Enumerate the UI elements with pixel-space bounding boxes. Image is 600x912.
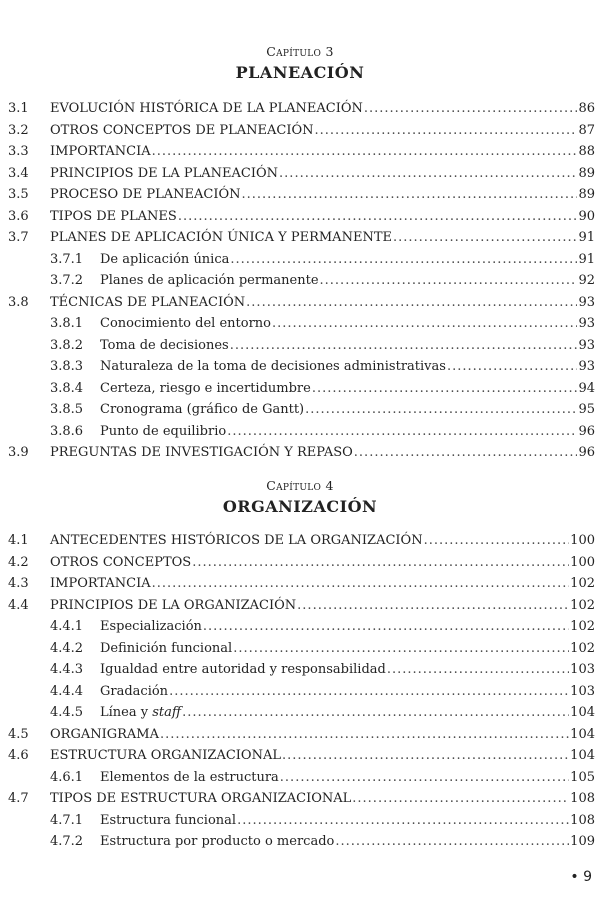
entry-page: 104 <box>570 748 595 763</box>
entry-page: 108 <box>570 812 595 828</box>
entry-number: 3.7.1 <box>50 251 84 267</box>
entry-title: PLANES DE APLICACIÓN ÚNICA Y PERMANENTE <box>50 230 392 245</box>
entry-number: 3.8.4 <box>50 380 84 396</box>
entry-number: 3.8 <box>8 294 29 310</box>
chapter-label: Capítulo 4 <box>266 478 334 493</box>
entry-number: 3.8.2 <box>50 337 84 353</box>
entry-number: 4.6.1 <box>50 769 84 785</box>
entry-number: 3.6 <box>8 208 29 224</box>
dot-leader <box>352 788 569 810</box>
toc-entry[interactable] <box>0 681 600 703</box>
entry-number: 3.4 <box>8 165 29 181</box>
chapter-title: ORGANIZACIÓN <box>222 497 378 516</box>
entry-number: 4.3 <box>8 576 29 591</box>
dot-leader <box>305 399 577 421</box>
toc-entry[interactable] <box>0 227 600 249</box>
toc-entry[interactable] <box>0 810 600 832</box>
dot-leader <box>424 530 570 552</box>
chapter-title: PLANEACIÓN <box>235 63 365 82</box>
toc-entry[interactable] <box>0 552 600 574</box>
entry-page: 89 <box>578 165 595 181</box>
entry-number: 4.7.1 <box>50 812 84 828</box>
entry-title: TIPOS DE ESTRUCTURA ORGANIZACIONAL <box>50 791 352 806</box>
entry-number: 4.4.2 <box>50 640 84 656</box>
entry-number: 3.2 <box>8 122 29 138</box>
entry-title: TIPOS DE PLANES <box>50 208 177 224</box>
dot-leader <box>297 595 569 617</box>
entry-title: OTROS CONCEPTOS <box>50 554 192 570</box>
entry-title: Conocimiento del entorno <box>100 316 271 331</box>
entry-number: 3.3 <box>8 144 29 159</box>
page-number: • 9 <box>570 869 592 885</box>
entry-title: ANTECEDENTES HISTÓRICOS DE LA ORGANIZACIÓN <box>50 533 423 548</box>
dot-leader <box>312 378 578 400</box>
dot-leader <box>393 227 577 249</box>
dot-leader <box>279 163 577 185</box>
toc-entry[interactable] <box>0 356 600 378</box>
entry-number: 3.5 <box>8 187 29 202</box>
toc-entry[interactable] <box>0 335 600 357</box>
entry-page: 92 <box>578 273 595 288</box>
entry-number: 4.5 <box>8 726 29 742</box>
dot-leader <box>282 745 569 767</box>
entry-title: EVOLUCIÓN HISTÓRICA DE LA PLANEACIÓN <box>50 101 363 116</box>
dot-leader <box>280 767 569 789</box>
entry-page: 96 <box>578 423 595 439</box>
toc-entry[interactable] <box>0 573 600 595</box>
entry-title: Planes de aplicación permanente <box>100 273 319 288</box>
entry-number: 4.7.2 <box>50 834 84 849</box>
entry-title: PREGUNTAS DE INVESTIGACIÓN Y REPASO <box>50 445 353 460</box>
toc-entry[interactable] <box>0 270 600 292</box>
entry-title: Punto de equilibrio <box>100 423 227 439</box>
dot-leader <box>178 206 578 228</box>
entry-number: 4.4.4 <box>50 683 84 699</box>
entry-title-italic: staff <box>152 705 182 720</box>
entry-page: 102 <box>570 619 595 634</box>
entry-title: De aplicación única <box>100 251 230 267</box>
dot-leader <box>182 702 569 724</box>
toc-entry[interactable] <box>0 120 600 142</box>
entry-number: 3.1 <box>8 101 29 116</box>
entry-title: Estructura por producto o mercado <box>100 834 335 849</box>
toc-entry[interactable] <box>0 292 600 314</box>
entry-page: 90 <box>578 208 595 224</box>
dot-leader <box>354 442 578 464</box>
toc-entry[interactable] <box>0 421 600 443</box>
entry-title: ORGANIGRAMA <box>50 726 159 742</box>
entry-title: Elementos de la estructura <box>100 769 279 785</box>
dot-leader <box>320 270 578 292</box>
toc-entry[interactable] <box>0 163 600 185</box>
entry-title: Línea y staff <box>100 705 182 720</box>
entry-title: Cronograma (gráfico de Gantt) <box>100 402 305 417</box>
entry-page: 87 <box>578 122 595 138</box>
dot-leader <box>233 638 569 660</box>
toc-entry[interactable] <box>0 249 600 271</box>
toc-entry[interactable] <box>0 595 600 617</box>
dot-leader <box>152 141 578 163</box>
entry-page: 104 <box>570 705 595 720</box>
toc-entry[interactable] <box>0 378 600 400</box>
entry-number: 3.7.2 <box>50 273 84 288</box>
entry-number: 3.8.1 <box>50 316 84 331</box>
entry-title: Naturaleza de la toma de decisiones administrativas <box>100 359 446 374</box>
toc-entry[interactable] <box>0 745 600 767</box>
toc-entry[interactable] <box>0 788 600 810</box>
entry-page: 93 <box>578 294 595 310</box>
dot-leader <box>230 335 578 357</box>
entry-title: TÉCNICAS DE PLANEACIÓN <box>50 294 246 310</box>
entry-number: 3.9 <box>8 445 29 460</box>
entry-title: IMPORTANCIA <box>50 576 151 591</box>
entry-page: 108 <box>570 791 595 806</box>
entry-number: 4.4 <box>8 597 29 613</box>
entry-page: 102 <box>570 640 595 656</box>
entry-page: 102 <box>570 576 595 591</box>
toc-entry[interactable] <box>0 313 600 335</box>
entry-number: 3.8.5 <box>50 402 84 417</box>
entry-page: 100 <box>570 554 595 570</box>
entry-page: 105 <box>570 769 595 785</box>
dot-leader <box>230 249 577 271</box>
dot-leader <box>315 120 578 142</box>
entry-page: 86 <box>578 101 595 116</box>
toc-entry[interactable] <box>0 184 600 206</box>
entry-page: 102 <box>570 597 595 613</box>
entry-title: Especialización <box>100 619 202 634</box>
entry-title: IMPORTANCIA <box>50 144 151 159</box>
toc-entry[interactable] <box>0 530 600 552</box>
dot-leader <box>246 292 577 314</box>
entry-page: 94 <box>578 380 595 396</box>
entry-number: 3.8.3 <box>50 359 84 374</box>
entry-title: PRINCIPIOS DE LA PLANEACIÓN <box>50 165 279 181</box>
chapter-4-heading <box>0 478 600 517</box>
entry-number: 4.4.1 <box>50 619 84 634</box>
dot-leader <box>203 616 569 638</box>
toc-entry[interactable] <box>0 141 600 163</box>
dot-leader <box>364 98 578 120</box>
entry-page: 93 <box>578 359 595 374</box>
dot-leader <box>272 313 577 335</box>
chapter-3-heading <box>0 44 600 83</box>
dot-leader <box>387 659 569 681</box>
entry-title: Igualdad entre autoridad y responsabilidad <box>100 662 386 677</box>
entry-number: 4.2 <box>8 554 29 570</box>
entry-page: 88 <box>578 144 595 159</box>
entry-number: 4.4.5 <box>50 705 84 720</box>
entry-number: 4.7 <box>8 791 29 806</box>
toc-entry[interactable] <box>0 767 600 789</box>
dot-leader <box>152 573 570 595</box>
entry-page: 91 <box>578 251 595 267</box>
entry-number: 3.8.6 <box>50 423 84 439</box>
entry-title: ESTRUCTURA ORGANIZACIONAL <box>50 748 281 763</box>
entry-page: 100 <box>570 533 595 548</box>
toc-entry[interactable] <box>0 399 600 421</box>
entry-title: Gradación <box>100 683 169 699</box>
chapter-label: Capítulo 3 <box>266 44 334 59</box>
dot-leader <box>335 831 569 853</box>
toc-entry[interactable] <box>0 831 600 853</box>
entry-page: 95 <box>578 402 595 417</box>
entry-number: 3.7 <box>8 230 29 245</box>
toc-entry[interactable] <box>0 638 600 660</box>
chapter-3-toc <box>0 98 600 464</box>
entry-title: Certeza, riesgo e incertidumbre <box>100 380 311 396</box>
toc-entry[interactable] <box>0 442 600 464</box>
entry-page: 93 <box>578 316 595 331</box>
entry-page: 91 <box>578 230 595 245</box>
dot-leader <box>447 356 578 378</box>
entry-number: 4.1 <box>8 533 29 548</box>
entry-title: Definición funcional <box>100 640 233 656</box>
toc-entry[interactable] <box>0 724 600 746</box>
toc-entry[interactable] <box>0 659 600 681</box>
dot-leader <box>169 681 569 703</box>
entry-page: 109 <box>570 834 595 849</box>
entry-title: Toma de decisiones <box>100 337 229 353</box>
entry-page: 103 <box>570 683 595 699</box>
chapter-4-toc <box>0 530 600 853</box>
entry-title: PRINCIPIOS DE LA ORGANIZACIÓN <box>50 597 297 613</box>
entry-number: 4.6 <box>8 748 29 763</box>
entry-title: Estructura funcional <box>100 812 237 828</box>
dot-leader <box>237 810 569 832</box>
toc-entry[interactable] <box>0 702 600 724</box>
toc-entry[interactable] <box>0 98 600 120</box>
dot-leader <box>227 421 577 443</box>
entry-title: OTROS CONCEPTOS DE PLANEACIÓN <box>50 122 314 138</box>
entry-page: 93 <box>578 337 595 353</box>
entry-page: 96 <box>578 445 595 460</box>
entry-number: 4.4.3 <box>50 662 84 677</box>
entry-page: 103 <box>570 662 595 677</box>
toc-entry[interactable] <box>0 616 600 638</box>
dot-leader <box>160 724 569 746</box>
entry-title: PROCESO DE PLANEACIÓN <box>50 187 241 202</box>
entry-page: 89 <box>578 187 595 202</box>
dot-leader <box>242 184 578 206</box>
toc-entry[interactable] <box>0 206 600 228</box>
dot-leader <box>192 552 569 574</box>
entry-page: 104 <box>570 726 595 742</box>
